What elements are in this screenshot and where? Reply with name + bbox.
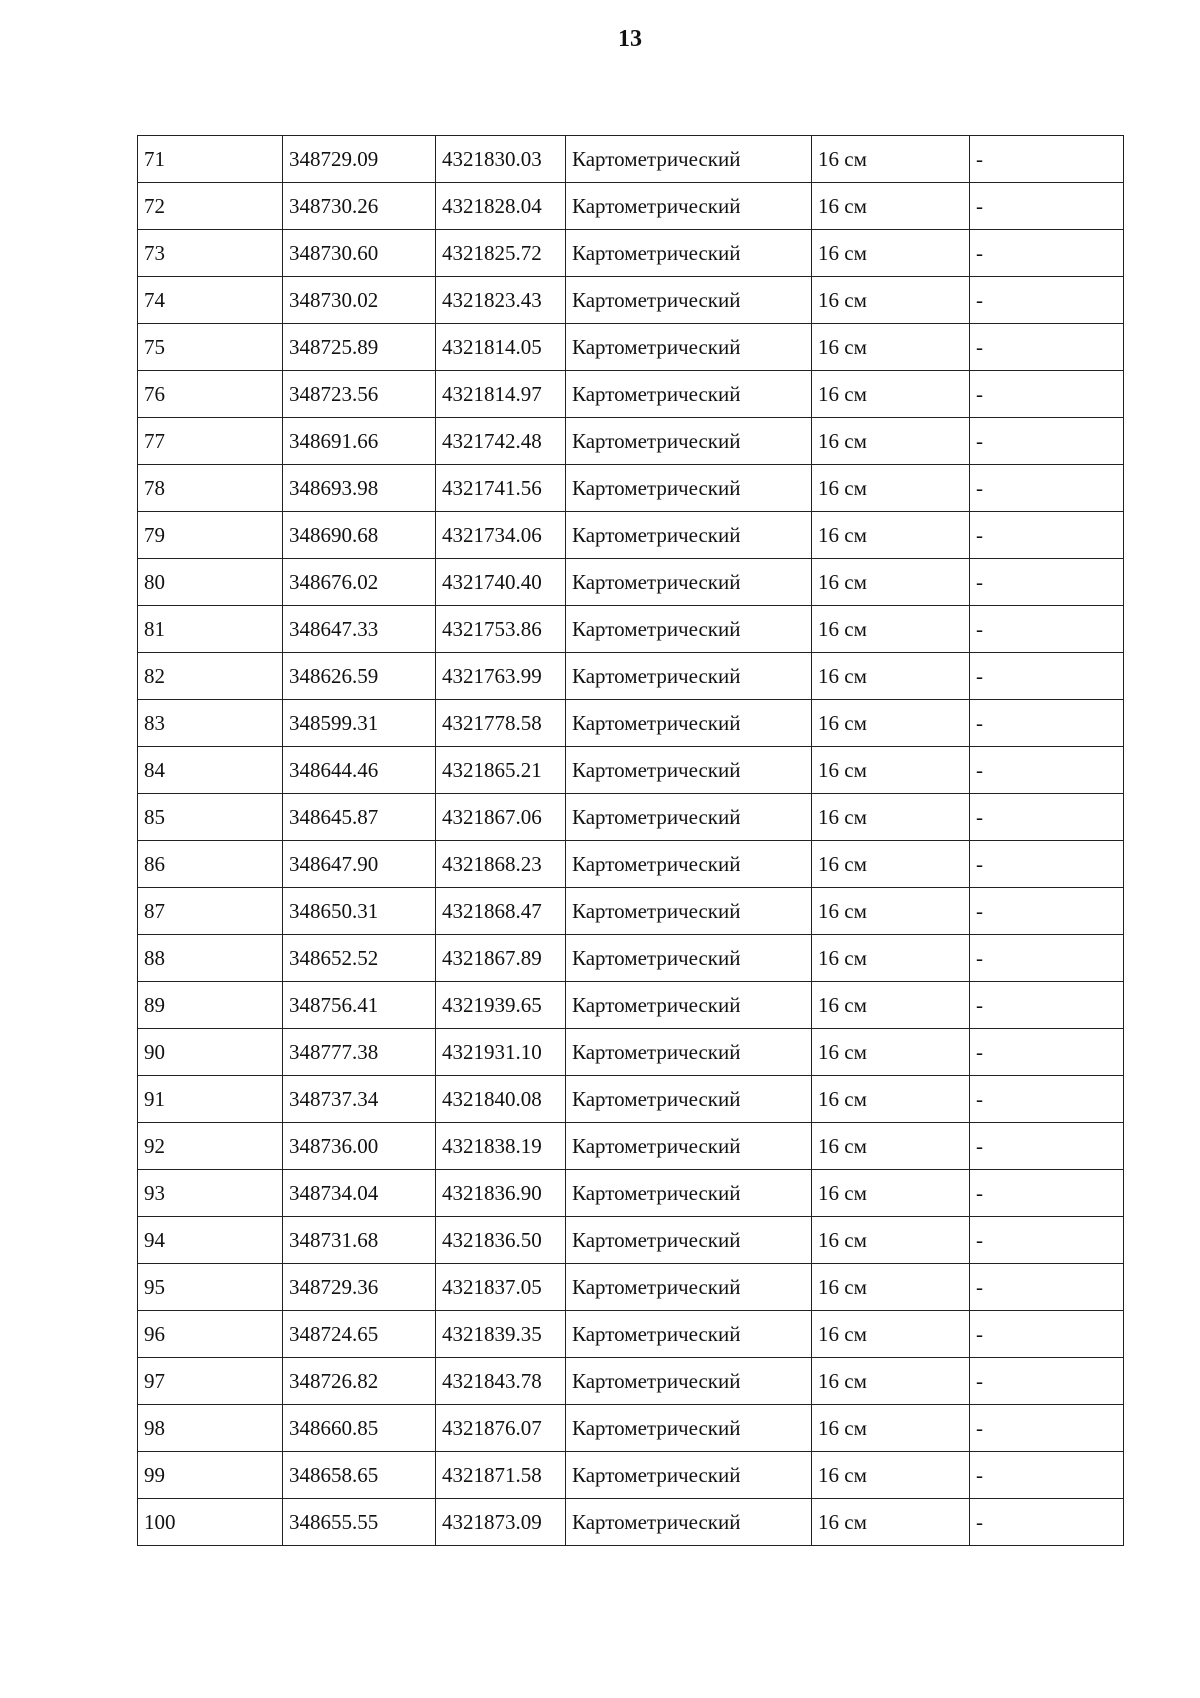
description-cell: - bbox=[970, 1076, 1124, 1123]
accuracy-cell: 16 см bbox=[812, 1264, 970, 1311]
table-row bbox=[138, 1499, 1124, 1546]
point-number-cell: 77 bbox=[138, 418, 283, 465]
description-cell: - bbox=[970, 653, 1124, 700]
table-row bbox=[138, 324, 1124, 371]
description-cell: - bbox=[970, 371, 1124, 418]
table-row bbox=[138, 512, 1124, 559]
accuracy-cell: 16 см bbox=[812, 700, 970, 747]
point-number-cell: 80 bbox=[138, 559, 283, 606]
description-cell: - bbox=[970, 1358, 1124, 1405]
x-coordinate-cell: 348693.98 bbox=[283, 465, 436, 512]
table-row bbox=[138, 841, 1124, 888]
description-cell: - bbox=[970, 888, 1124, 935]
table-row bbox=[138, 230, 1124, 277]
method-cell: Картометрический bbox=[566, 1311, 812, 1358]
y-coordinate-cell: 4321830.03 bbox=[436, 136, 566, 183]
table-row bbox=[138, 1405, 1124, 1452]
table-row bbox=[138, 1170, 1124, 1217]
description-cell: - bbox=[970, 324, 1124, 371]
description-cell: - bbox=[970, 1170, 1124, 1217]
table-row bbox=[138, 559, 1124, 606]
table-row bbox=[138, 794, 1124, 841]
description-cell: - bbox=[970, 512, 1124, 559]
method-cell: Картометрический bbox=[566, 747, 812, 794]
accuracy-cell: 16 см bbox=[812, 371, 970, 418]
point-number-cell: 97 bbox=[138, 1358, 283, 1405]
description-cell: - bbox=[970, 1264, 1124, 1311]
x-coordinate-cell: 348676.02 bbox=[283, 559, 436, 606]
description-cell: - bbox=[970, 1311, 1124, 1358]
x-coordinate-cell: 348730.60 bbox=[283, 230, 436, 277]
x-coordinate-cell: 348737.34 bbox=[283, 1076, 436, 1123]
accuracy-cell: 16 см bbox=[812, 465, 970, 512]
table-row bbox=[138, 1123, 1124, 1170]
y-coordinate-cell: 4321814.97 bbox=[436, 371, 566, 418]
table-row bbox=[138, 1217, 1124, 1264]
x-coordinate-cell: 348729.36 bbox=[283, 1264, 436, 1311]
y-coordinate-cell: 4321763.99 bbox=[436, 653, 566, 700]
method-cell: Картометрический bbox=[566, 1358, 812, 1405]
y-coordinate-cell: 4321741.56 bbox=[436, 465, 566, 512]
method-cell: Картометрический bbox=[566, 1499, 812, 1546]
accuracy-cell: 16 см bbox=[812, 1076, 970, 1123]
point-number-cell: 90 bbox=[138, 1029, 283, 1076]
method-cell: Картометрический bbox=[566, 1170, 812, 1217]
accuracy-cell: 16 см bbox=[812, 277, 970, 324]
point-number-cell: 76 bbox=[138, 371, 283, 418]
point-number-cell: 83 bbox=[138, 700, 283, 747]
point-number-cell: 88 bbox=[138, 935, 283, 982]
accuracy-cell: 16 см bbox=[812, 747, 970, 794]
accuracy-cell: 16 см bbox=[812, 982, 970, 1029]
x-coordinate-cell: 348650.31 bbox=[283, 888, 436, 935]
y-coordinate-cell: 4321865.21 bbox=[436, 747, 566, 794]
table-row bbox=[138, 1029, 1124, 1076]
x-coordinate-cell: 348736.00 bbox=[283, 1123, 436, 1170]
x-coordinate-cell: 348644.46 bbox=[283, 747, 436, 794]
y-coordinate-cell: 4321814.05 bbox=[436, 324, 566, 371]
coordinates-table bbox=[137, 135, 1124, 1546]
description-cell: - bbox=[970, 1217, 1124, 1264]
accuracy-cell: 16 см bbox=[812, 1358, 970, 1405]
accuracy-cell: 16 см bbox=[812, 559, 970, 606]
method-cell: Картометрический bbox=[566, 559, 812, 606]
x-coordinate-cell: 348725.89 bbox=[283, 324, 436, 371]
accuracy-cell: 16 см bbox=[812, 888, 970, 935]
method-cell: Картометрический bbox=[566, 1264, 812, 1311]
y-coordinate-cell: 4321778.58 bbox=[436, 700, 566, 747]
table-row bbox=[138, 1264, 1124, 1311]
point-number-cell: 89 bbox=[138, 982, 283, 1029]
point-number-cell: 84 bbox=[138, 747, 283, 794]
point-number-cell: 98 bbox=[138, 1405, 283, 1452]
y-coordinate-cell: 4321873.09 bbox=[436, 1499, 566, 1546]
point-number-cell: 96 bbox=[138, 1311, 283, 1358]
description-cell: - bbox=[970, 747, 1124, 794]
y-coordinate-cell: 4321753.86 bbox=[436, 606, 566, 653]
x-coordinate-cell: 348647.33 bbox=[283, 606, 436, 653]
point-number-cell: 72 bbox=[138, 183, 283, 230]
description-cell: - bbox=[970, 1123, 1124, 1170]
y-coordinate-cell: 4321868.47 bbox=[436, 888, 566, 935]
y-coordinate-cell: 4321825.72 bbox=[436, 230, 566, 277]
y-coordinate-cell: 4321840.08 bbox=[436, 1076, 566, 1123]
accuracy-cell: 16 см bbox=[812, 324, 970, 371]
point-number-cell: 87 bbox=[138, 888, 283, 935]
accuracy-cell: 16 см bbox=[812, 1311, 970, 1358]
point-number-cell: 79 bbox=[138, 512, 283, 559]
accuracy-cell: 16 см bbox=[812, 1170, 970, 1217]
description-cell: - bbox=[970, 935, 1124, 982]
x-coordinate-cell: 348690.68 bbox=[283, 512, 436, 559]
x-coordinate-cell: 348723.56 bbox=[283, 371, 436, 418]
method-cell: Картометрический bbox=[566, 888, 812, 935]
method-cell: Картометрический bbox=[566, 324, 812, 371]
method-cell: Картометрический bbox=[566, 982, 812, 1029]
accuracy-cell: 16 см bbox=[812, 1029, 970, 1076]
x-coordinate-cell: 348691.66 bbox=[283, 418, 436, 465]
accuracy-cell: 16 см bbox=[812, 136, 970, 183]
accuracy-cell: 16 см bbox=[812, 1123, 970, 1170]
x-coordinate-cell: 348645.87 bbox=[283, 794, 436, 841]
description-cell: - bbox=[970, 700, 1124, 747]
table-row bbox=[138, 418, 1124, 465]
x-coordinate-cell: 348658.65 bbox=[283, 1452, 436, 1499]
accuracy-cell: 16 см bbox=[812, 512, 970, 559]
x-coordinate-cell: 348626.59 bbox=[283, 653, 436, 700]
accuracy-cell: 16 см bbox=[812, 1499, 970, 1546]
table-row bbox=[138, 1452, 1124, 1499]
x-coordinate-cell: 348726.82 bbox=[283, 1358, 436, 1405]
table-row bbox=[138, 982, 1124, 1029]
table-row bbox=[138, 371, 1124, 418]
y-coordinate-cell: 4321838.19 bbox=[436, 1123, 566, 1170]
table-row bbox=[138, 700, 1124, 747]
accuracy-cell: 16 см bbox=[812, 794, 970, 841]
y-coordinate-cell: 4321843.78 bbox=[436, 1358, 566, 1405]
method-cell: Картометрический bbox=[566, 277, 812, 324]
page-number: 13 bbox=[618, 26, 642, 52]
method-cell: Картометрический bbox=[566, 653, 812, 700]
table-row bbox=[138, 747, 1124, 794]
table-row bbox=[138, 606, 1124, 653]
accuracy-cell: 16 см bbox=[812, 935, 970, 982]
point-number-cell: 85 bbox=[138, 794, 283, 841]
y-coordinate-cell: 4321836.50 bbox=[436, 1217, 566, 1264]
point-number-cell: 82 bbox=[138, 653, 283, 700]
point-number-cell: 73 bbox=[138, 230, 283, 277]
description-cell: - bbox=[970, 841, 1124, 888]
y-coordinate-cell: 4321939.65 bbox=[436, 982, 566, 1029]
description-cell: - bbox=[970, 794, 1124, 841]
method-cell: Картометрический bbox=[566, 371, 812, 418]
description-cell: - bbox=[970, 559, 1124, 606]
method-cell: Картометрический bbox=[566, 1405, 812, 1452]
point-number-cell: 71 bbox=[138, 136, 283, 183]
accuracy-cell: 16 см bbox=[812, 183, 970, 230]
description-cell: - bbox=[970, 1452, 1124, 1499]
accuracy-cell: 16 см bbox=[812, 1217, 970, 1264]
table-row bbox=[138, 653, 1124, 700]
table-row bbox=[138, 1358, 1124, 1405]
x-coordinate-cell: 348730.02 bbox=[283, 277, 436, 324]
table-row bbox=[138, 277, 1124, 324]
y-coordinate-cell: 4321867.06 bbox=[436, 794, 566, 841]
description-cell: - bbox=[970, 606, 1124, 653]
x-coordinate-cell: 348647.90 bbox=[283, 841, 436, 888]
y-coordinate-cell: 4321931.10 bbox=[436, 1029, 566, 1076]
point-number-cell: 100 bbox=[138, 1499, 283, 1546]
y-coordinate-cell: 4321823.43 bbox=[436, 277, 566, 324]
table-row bbox=[138, 136, 1124, 183]
method-cell: Картометрический bbox=[566, 700, 812, 747]
description-cell: - bbox=[970, 230, 1124, 277]
y-coordinate-cell: 4321837.05 bbox=[436, 1264, 566, 1311]
description-cell: - bbox=[970, 982, 1124, 1029]
y-coordinate-cell: 4321871.58 bbox=[436, 1452, 566, 1499]
x-coordinate-cell: 348734.04 bbox=[283, 1170, 436, 1217]
x-coordinate-cell: 348660.85 bbox=[283, 1405, 436, 1452]
point-number-cell: 93 bbox=[138, 1170, 283, 1217]
accuracy-cell: 16 см bbox=[812, 841, 970, 888]
method-cell: Картометрический bbox=[566, 465, 812, 512]
x-coordinate-cell: 348756.41 bbox=[283, 982, 436, 1029]
coordinates-table-body bbox=[138, 136, 1124, 1546]
accuracy-cell: 16 см bbox=[812, 653, 970, 700]
method-cell: Картометрический bbox=[566, 230, 812, 277]
description-cell: - bbox=[970, 136, 1124, 183]
description-cell: - bbox=[970, 1405, 1124, 1452]
point-number-cell: 95 bbox=[138, 1264, 283, 1311]
description-cell: - bbox=[970, 183, 1124, 230]
point-number-cell: 74 bbox=[138, 277, 283, 324]
method-cell: Картометрический bbox=[566, 794, 812, 841]
description-cell: - bbox=[970, 465, 1124, 512]
method-cell: Картометрический bbox=[566, 1217, 812, 1264]
x-coordinate-cell: 348777.38 bbox=[283, 1029, 436, 1076]
accuracy-cell: 16 см bbox=[812, 230, 970, 277]
method-cell: Картометрический bbox=[566, 606, 812, 653]
y-coordinate-cell: 4321828.04 bbox=[436, 183, 566, 230]
table-row bbox=[138, 465, 1124, 512]
method-cell: Картометрический bbox=[566, 1452, 812, 1499]
method-cell: Картометрический bbox=[566, 1076, 812, 1123]
point-number-cell: 91 bbox=[138, 1076, 283, 1123]
method-cell: Картометрический bbox=[566, 1123, 812, 1170]
y-coordinate-cell: 4321868.23 bbox=[436, 841, 566, 888]
x-coordinate-cell: 348599.31 bbox=[283, 700, 436, 747]
x-coordinate-cell: 348652.52 bbox=[283, 935, 436, 982]
y-coordinate-cell: 4321867.89 bbox=[436, 935, 566, 982]
x-coordinate-cell: 348729.09 bbox=[283, 136, 436, 183]
table-row bbox=[138, 935, 1124, 982]
y-coordinate-cell: 4321740.40 bbox=[436, 559, 566, 606]
description-cell: - bbox=[970, 1499, 1124, 1546]
method-cell: Картометрический bbox=[566, 183, 812, 230]
point-number-cell: 94 bbox=[138, 1217, 283, 1264]
point-number-cell: 81 bbox=[138, 606, 283, 653]
method-cell: Картометрический bbox=[566, 418, 812, 465]
y-coordinate-cell: 4321742.48 bbox=[436, 418, 566, 465]
accuracy-cell: 16 см bbox=[812, 606, 970, 653]
accuracy-cell: 16 см bbox=[812, 1452, 970, 1499]
table-row bbox=[138, 888, 1124, 935]
point-number-cell: 99 bbox=[138, 1452, 283, 1499]
method-cell: Картометрический bbox=[566, 935, 812, 982]
x-coordinate-cell: 348730.26 bbox=[283, 183, 436, 230]
description-cell: - bbox=[970, 277, 1124, 324]
method-cell: Картометрический bbox=[566, 512, 812, 559]
y-coordinate-cell: 4321876.07 bbox=[436, 1405, 566, 1452]
point-number-cell: 75 bbox=[138, 324, 283, 371]
description-cell: - bbox=[970, 1029, 1124, 1076]
point-number-cell: 86 bbox=[138, 841, 283, 888]
table-row bbox=[138, 1311, 1124, 1358]
accuracy-cell: 16 см bbox=[812, 1405, 970, 1452]
description-cell: - bbox=[970, 418, 1124, 465]
method-cell: Картометрический bbox=[566, 1029, 812, 1076]
method-cell: Картометрический bbox=[566, 136, 812, 183]
y-coordinate-cell: 4321839.35 bbox=[436, 1311, 566, 1358]
x-coordinate-cell: 348724.65 bbox=[283, 1311, 436, 1358]
x-coordinate-cell: 348655.55 bbox=[283, 1499, 436, 1546]
point-number-cell: 92 bbox=[138, 1123, 283, 1170]
y-coordinate-cell: 4321836.90 bbox=[436, 1170, 566, 1217]
table-row bbox=[138, 1076, 1124, 1123]
method-cell: Картометрический bbox=[566, 841, 812, 888]
x-coordinate-cell: 348731.68 bbox=[283, 1217, 436, 1264]
y-coordinate-cell: 4321734.06 bbox=[436, 512, 566, 559]
point-number-cell: 78 bbox=[138, 465, 283, 512]
table-row bbox=[138, 183, 1124, 230]
accuracy-cell: 16 см bbox=[812, 418, 970, 465]
